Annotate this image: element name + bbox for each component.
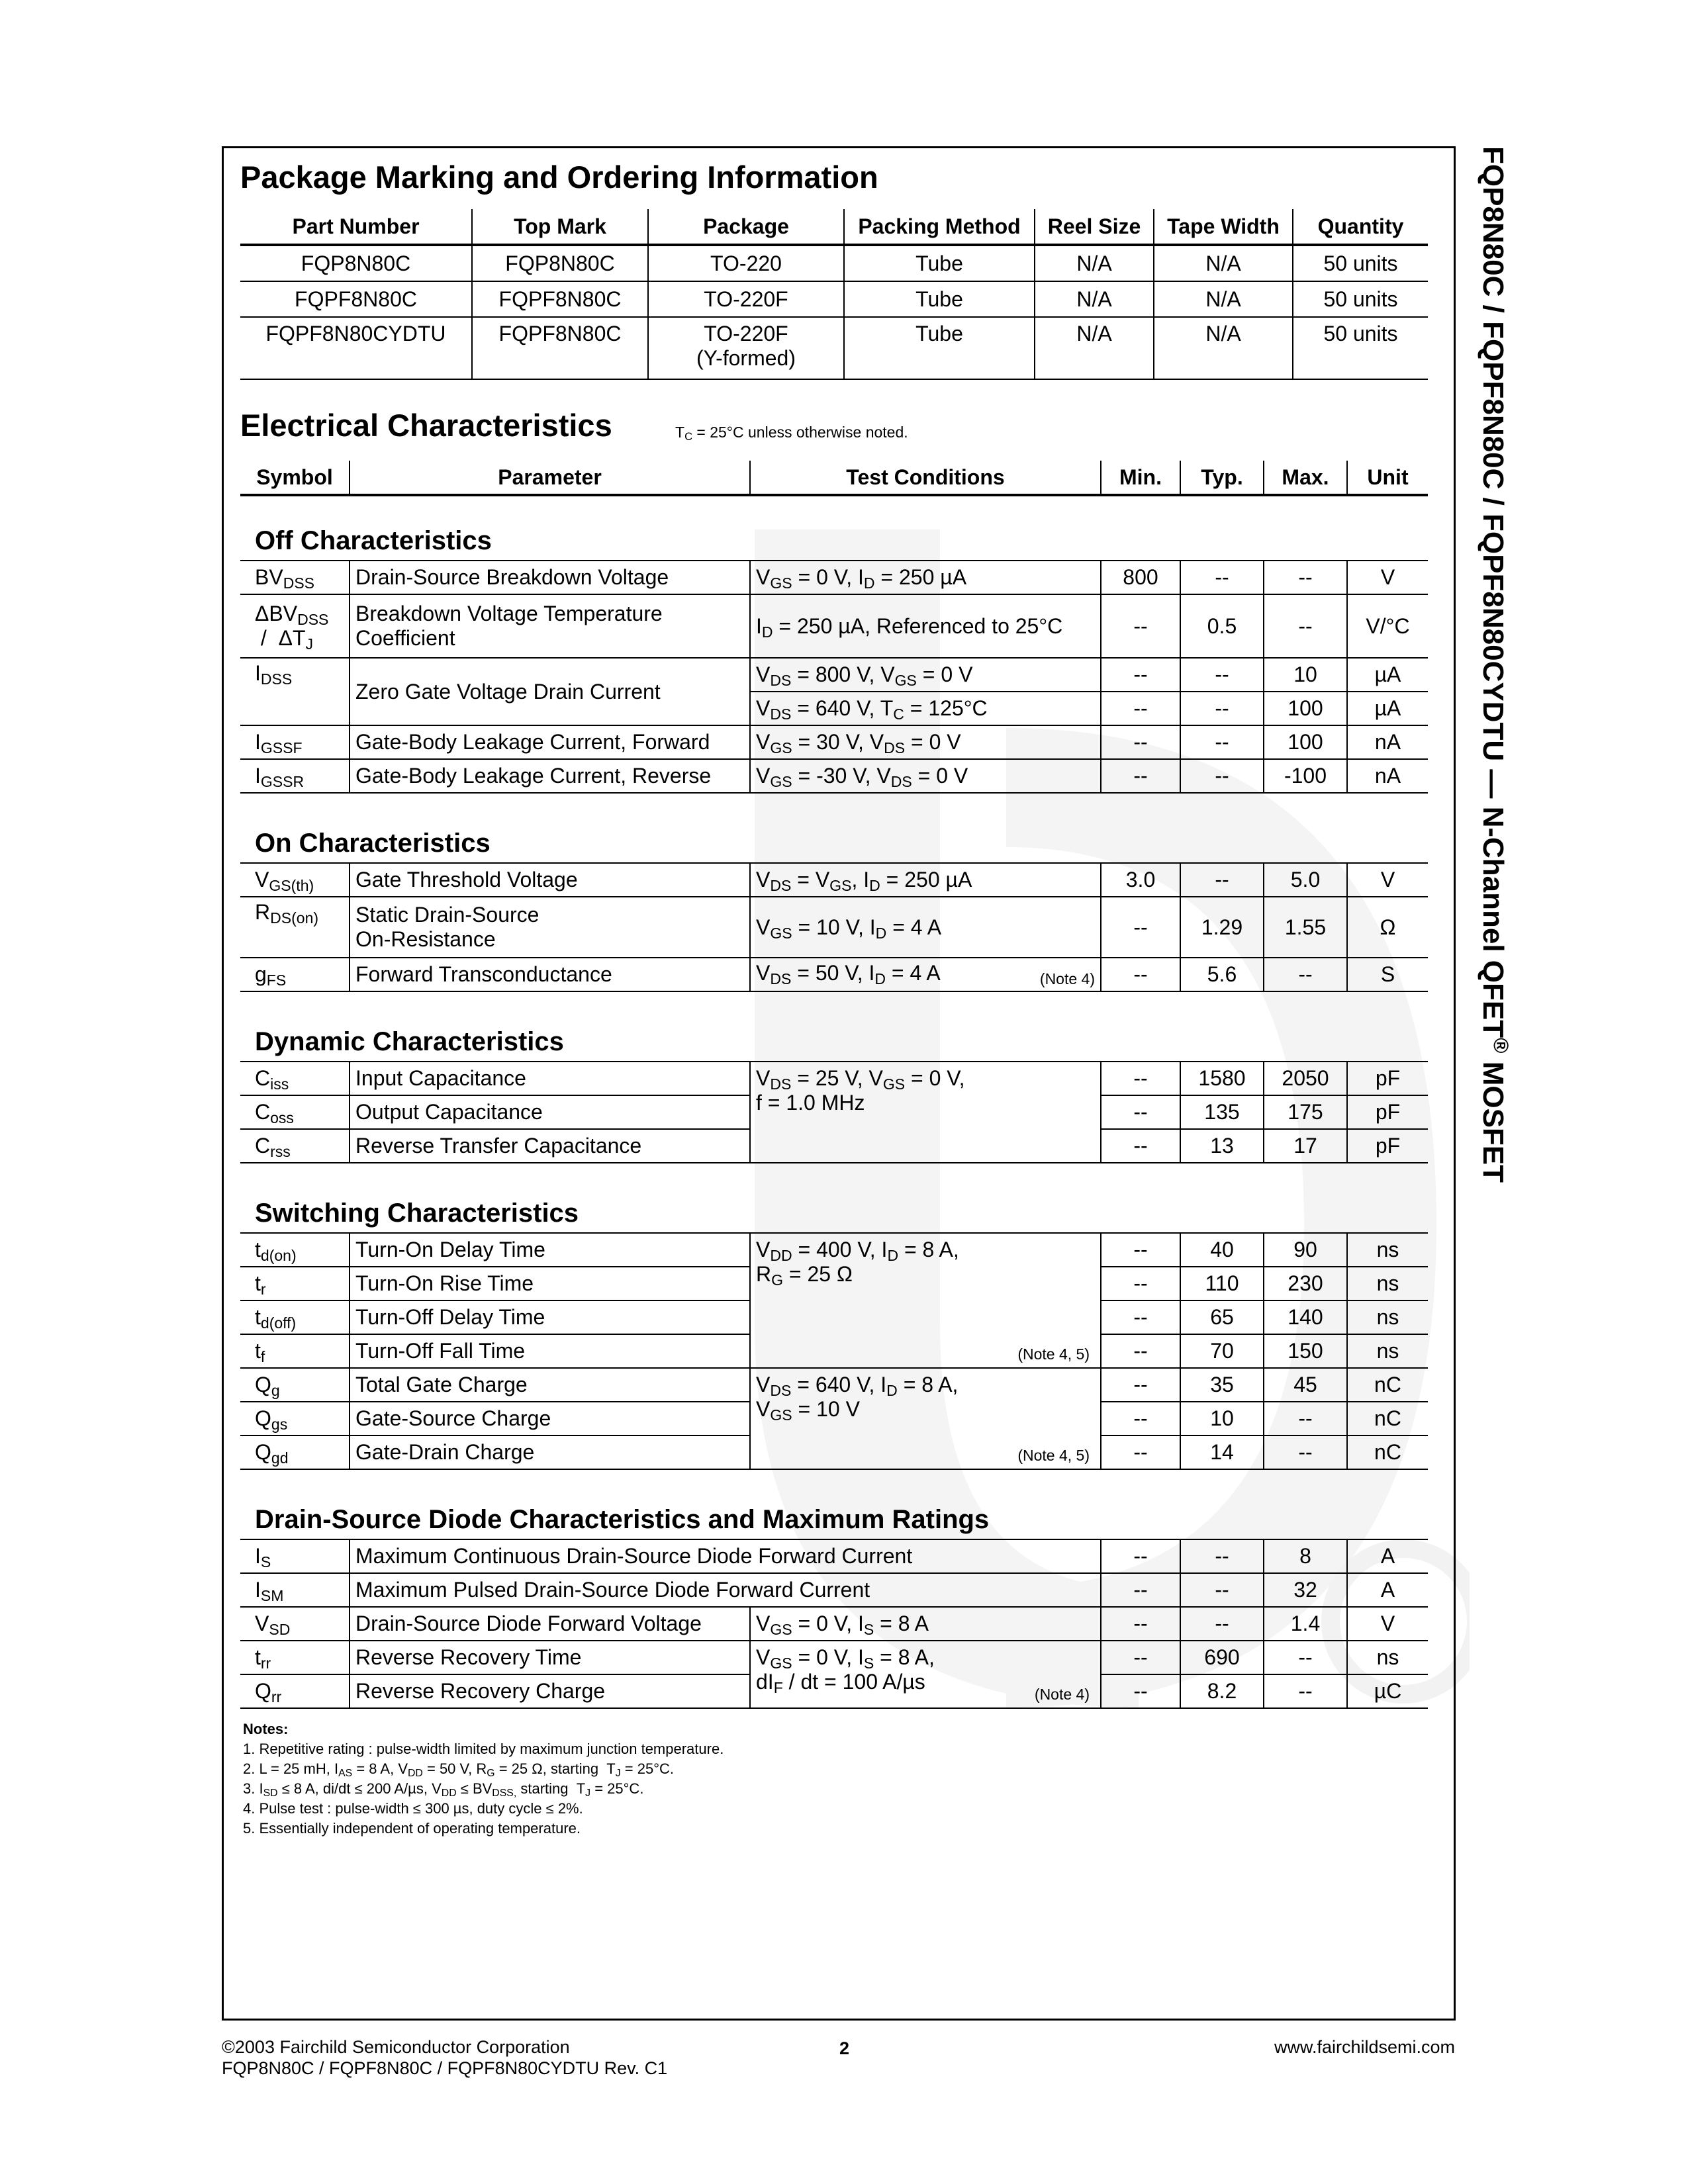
notes: Notes: 1. Repetitive rating : pulse-width limited by maximum junction temperature. 2. L = 25 mH, $I_{AS} = 8$ A, $V_{DD} = 50$ V, $R_G = 25$ Ω, starting $T_J = 25^\circ C$. 3. $I_{SD} \le 8$ A, di/dt ≤ 200 A/µs, $V_{DD} \le BV_{DSS,}$ starting $T_J = 25^\circ C$. 4. Pulse test : pulse-width ≤ 300 µs, duty cycle ≤ 2%. 5. Essentially independent of operating temperature. xyxy=(243,1721,724,1837)
package-table xyxy=(240,209,1428,380)
table-row: $I_{GSSF}$ Gate-Body Leakage Current, Forward $V_{GS} = 30$ V, $V_{DS} = 0$ V -- -- 100 nA xyxy=(240,725,1428,759)
table-row: $Q_{gd}$ Gate-Drain Charge -- 14 -- nC xyxy=(240,1435,1428,1469)
footer-revision: FQP8N80C / FQPF8N80C / FQPF8N80CYDTU Rev. C1 xyxy=(222,2058,668,2078)
table-row: FQPF8N80C FQPF8N80C TO-220F Tube N/A N/A 50 units xyxy=(240,281,1428,317)
table-row: $C_{rss}$ Reverse Transfer Capacitance -- 13 17 pF xyxy=(240,1129,1428,1163)
table-row: $I_{SM}$ Maximum Pulsed Drain-Source Diode Forward Current -- -- 32 A xyxy=(240,1573,1428,1607)
table-row: $I_{GSSR}$ Gate-Body Leakage Current, Reverse $V_{GS} = -30$ V, $V_{DS} = 0$ V -- -- -100 nA xyxy=(240,759,1428,793)
table-row: $Q_{gs}$ Gate-Source Charge -- 10 -- nC xyxy=(240,1402,1428,1435)
table-row: $I_S$ Maximum Continuous Drain-Source Diode Forward Current -- -- 8 A xyxy=(240,1539,1428,1573)
package-title: Package Marking and Ordering Information xyxy=(240,159,878,195)
electrical-table xyxy=(240,461,1428,1709)
table-row: $C_{oss}$ Output Capacitance -- 135 175 pF xyxy=(240,1095,1428,1129)
section-diode: Drain-Source Diode Characteristics and Maximum Ratings xyxy=(240,1469,1428,1539)
table-row: $V_{SD}$ Drain-Source Diode Forward Voltage $V_{GS} = 0$ V, $I_S = 8$ A -- -- 1.4 V xyxy=(240,1607,1428,1641)
table-row: $g_{FS}$ Forward Transconductance $V_{DS} = 50$ V, $I_D = 4$ A (Note 4) -- 5.6 -- S xyxy=(240,958,1428,991)
footer-copyright: ©2003 Fairchild Semiconductor Corporation xyxy=(222,2037,570,2057)
footer-url[interactable]: www.fairchildsemi.com xyxy=(1274,2037,1455,2057)
electrical-title: Electrical Characteristics xyxy=(240,408,612,443)
table-row: $t_r$ Turn-On Rise Time -- 110 230 ns xyxy=(240,1267,1428,1300)
table-row: $t_{d(on)}$ Turn-On Delay Time $V_{DD} = 400$ V, $I_D = 8$ A, $R_G = 25$ Ω (Note 4, 5) -- 40 90 ns xyxy=(240,1233,1428,1267)
table-row: $V_{DS} = 640$ V, $T_C = 125^\circ C$ -- -- 100 µA xyxy=(240,692,1428,725)
condition-note: $T_C = 25^\circ C$ unless otherwise noted. xyxy=(675,424,908,443)
table-row: FQP8N80C FQP8N80C TO-220 Tube N/A N/A 50 units xyxy=(240,245,1428,281)
table-row: $BV_{DSS}$ Drain-Source Breakdown Voltage $V_{GS} = 0$ V, $I_D = 250$ µA 800 -- -- V xyxy=(240,561,1428,594)
section-dynamic: Dynamic Characteristics xyxy=(240,991,1428,1062)
table-row: $V_{GS(th)}$ Gate Threshold Voltage $V_{DS} = V_{GS}$, $I_D = 250$ µA 3.0 -- 5.0 V xyxy=(240,863,1428,897)
table-row: $\Delta BV_{DSS}$ / $\Delta T_J$ Breakdown Voltage Temperature Coefficient $I_D = 250$ µA, Referenced to 25°C -- 0.5 -- V/°C xyxy=(240,594,1428,658)
table-row: FQPF8N80CYDTU FQPF8N80C TO-220F (Y-formed) Tube N/A N/A 50 units xyxy=(240,317,1428,379)
table-header-row: Symbol Parameter Test Conditions Min. Typ. Max. Unit xyxy=(240,461,1428,495)
table-row: $C_{iss}$ Input Capacitance $V_{DS} = 25$ V, $V_{GS} = 0$ V, f = 1.0 MHz -- 1580 2050 pF xyxy=(240,1062,1428,1095)
table-row: $I_{DSS}$ Zero Gate Voltage Drain Current $V_{DS} = 800$ V, $V_{GS} = 0$ V -- -- 10 µA xyxy=(240,658,1428,692)
table-row: $t_{d(off)}$ Turn-Off Delay Time -- 65 140 ns xyxy=(240,1300,1428,1334)
table-row: $t_{rr}$ Reverse Recovery Time $V_{GS} = 0$ V, $I_S = 8$ A, $dI_F$ / dt = 100 A/µs (Note 4) -- 690 -- ns xyxy=(240,1641,1428,1674)
table-header-row: Part Number Top Mark Package Packing Method Reel Size Tape Width Quantity xyxy=(240,209,1428,245)
side-title: FQP8N80C / FQPF8N80C / FQPF8N80CYDTU — N-Channel QFET® MOSFET xyxy=(1477,146,1513,1183)
section-off: Off Characteristics xyxy=(240,495,1428,561)
page-number: 2 xyxy=(839,2038,850,2058)
table-row: $Q_{rr}$ Reverse Recovery Charge -- 8.2 -- µC xyxy=(240,1674,1428,1708)
table-row: $t_f$ Turn-Off Fall Time -- 70 150 ns xyxy=(240,1334,1428,1368)
table-row: $Q_g$ Total Gate Charge $V_{DS} = 640$ V, $I_D = 8$ A, $V_{GS} = 10$ V (Note 4, 5) -- 35 45 nC xyxy=(240,1368,1428,1402)
section-switching: Switching Characteristics xyxy=(240,1163,1428,1233)
section-on: On Characteristics xyxy=(240,793,1428,863)
table-row: $R_{DS(on)}$ Static Drain-Source On-Resistance $V_{GS} = 10$ V, $I_D = 4$ A -- 1.29 1.55 Ω xyxy=(240,897,1428,958)
